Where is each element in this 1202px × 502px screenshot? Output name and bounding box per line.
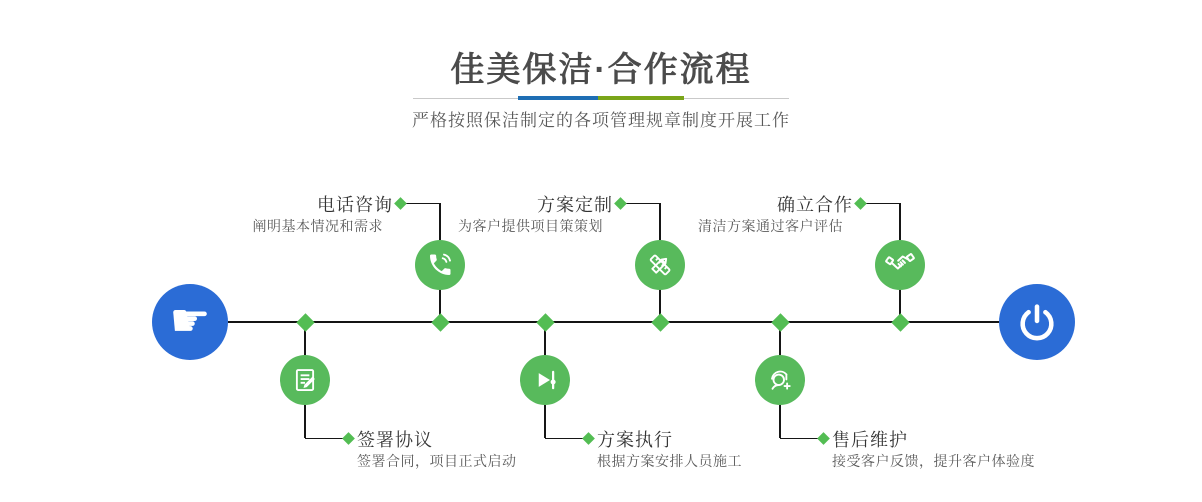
connector-line [899, 203, 901, 240]
connector-line [659, 203, 661, 240]
step-desc: 清洁方案通过客户评估 [698, 218, 843, 234]
step-title: 售后维护 [832, 430, 908, 450]
connector-line [779, 405, 781, 438]
step-desc: 阐明基本情况和需求 [252, 218, 383, 234]
customer-service-plus-icon [765, 365, 795, 395]
connector-line [304, 405, 306, 438]
label-diamond [614, 197, 627, 210]
step-title: 签署协议 [357, 430, 433, 450]
step-title: 电话咨询 [317, 195, 393, 215]
step-title: 方案执行 [597, 430, 673, 450]
timeline-end-node [999, 284, 1075, 360]
junction-diamond [296, 313, 314, 331]
divider-blue-segment [518, 96, 598, 100]
phone-call-icon [425, 250, 455, 280]
label-diamond [582, 432, 595, 445]
junction-diamond [651, 313, 669, 331]
play-execute-icon [530, 365, 560, 395]
label-diamond [394, 197, 407, 210]
step-icon-node [520, 355, 570, 405]
contract-sign-icon [290, 365, 320, 395]
power-icon [1016, 301, 1058, 343]
step-desc: 为客户提供项目策策划 [458, 218, 603, 234]
label-diamond [817, 432, 830, 445]
page-subtitle: 严格按照保洁制定的各项管理规章制度开展工作 [412, 111, 790, 130]
junction-diamond [891, 313, 909, 331]
page-title: 佳美保洁·合作流程 [450, 51, 752, 89]
step-icon-node [280, 355, 330, 405]
step-icon-node [635, 240, 685, 290]
step-icon-node [875, 240, 925, 290]
timeline-start-node [152, 284, 228, 360]
step-title: 确立合作 [777, 195, 853, 215]
title-divider [413, 96, 789, 102]
pencil-ruler-icon [645, 250, 675, 280]
hand-pointing-right-icon: ☛ [169, 293, 211, 347]
connector-line [544, 405, 546, 438]
label-diamond [854, 197, 867, 210]
step-icon-node [755, 355, 805, 405]
label-diamond [342, 432, 355, 445]
handshake-icon [884, 249, 916, 281]
junction-diamond [431, 313, 449, 331]
divider-green-segment [598, 96, 684, 100]
step-icon-node [415, 240, 465, 290]
step-title: 方案定制 [537, 195, 613, 215]
junction-diamond [536, 313, 554, 331]
step-desc: 根据方案安排人员施工 [597, 453, 742, 469]
timeline-line [228, 321, 999, 323]
step-desc: 签署合同，项目正式启动 [357, 453, 517, 469]
junction-diamond [771, 313, 789, 331]
divider-accent-bar [518, 96, 684, 100]
connector-line [439, 203, 441, 240]
step-desc: 接受客户反馈，提升客户体验度 [832, 453, 1035, 469]
